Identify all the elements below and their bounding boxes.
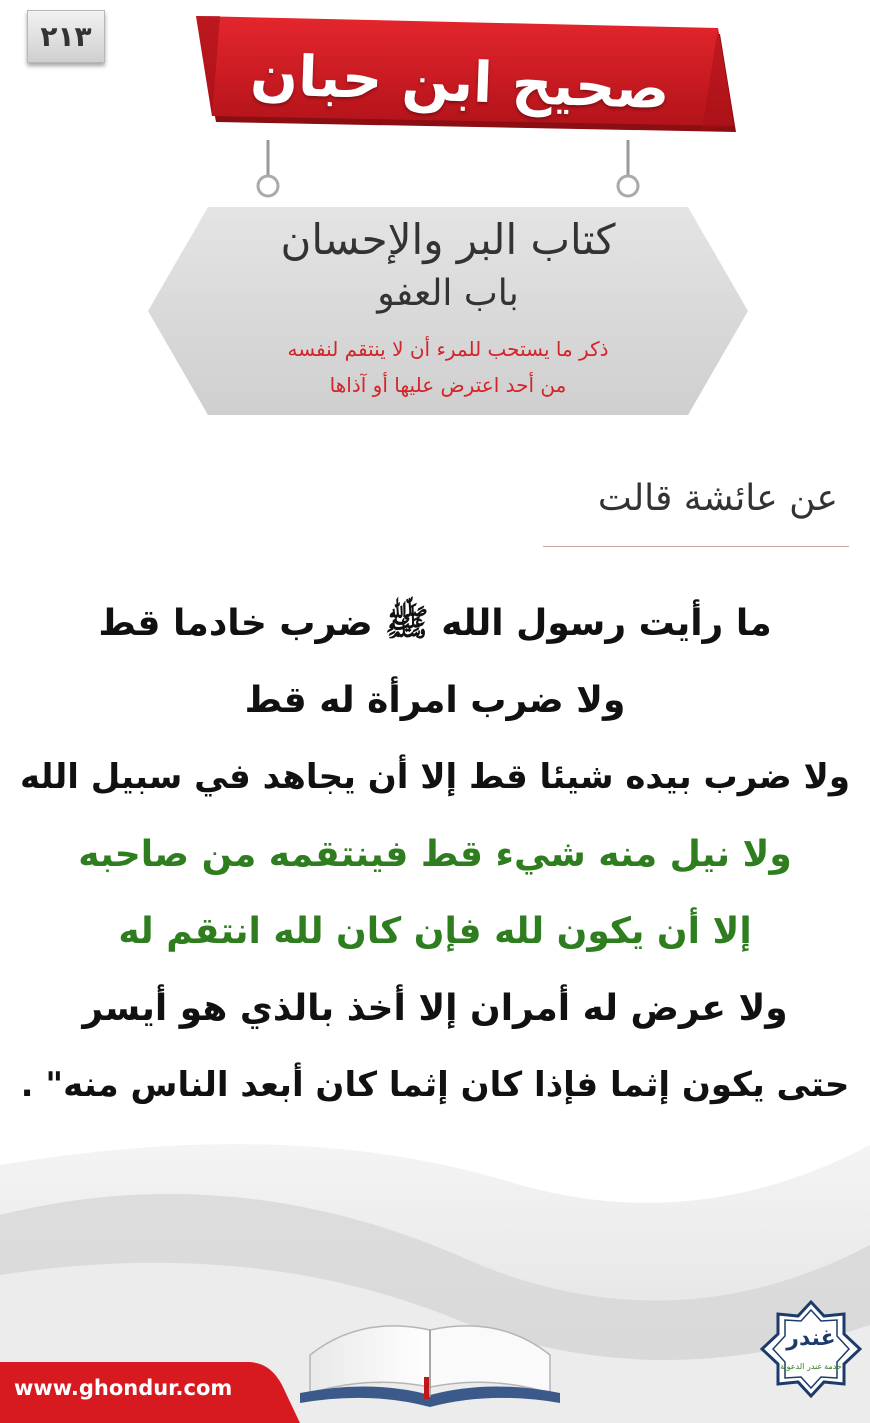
- hadith-line: ولا نيل منه شيء قط فينتقمه من صاحبه: [78, 834, 792, 875]
- chapter-title: باب العفو: [377, 273, 519, 314]
- narrator: عن عائشة قالت: [597, 478, 838, 519]
- website-link[interactable]: www.ghondur.com: [14, 1376, 233, 1400]
- hadith-line: ولا ضرب امرأة له قط: [244, 680, 626, 721]
- logo-name: غندر: [786, 1326, 836, 1351]
- logo-tagline: خدمة غندر الدعوية: [780, 1362, 842, 1371]
- narrator-divider: [543, 546, 849, 547]
- hadith-number: ٢١٣: [40, 20, 92, 53]
- hadith-line: ولا عرض له أمران إلا أخذ بالذي هو أيسر: [82, 988, 788, 1029]
- hadith-line: ما رأيت رسول الله ﷺ ضرب خادما قط: [98, 603, 772, 644]
- book-title: كتاب البر والإحسان: [280, 215, 616, 264]
- hadith-number-badge: [27, 10, 105, 63]
- chapter-subtitle-line-2: من أحد اعترض عليها أو آذاها: [329, 373, 567, 397]
- ghondur-logo: [760, 1300, 862, 1398]
- hadith-text: [10, 585, 860, 1124]
- chapter-plate: [148, 205, 748, 417]
- chapter-subtitle-line-1: ذكر ما يستحب للمرء أن لا ينتقم لنفسه: [287, 337, 609, 361]
- open-book-icon: [300, 1326, 560, 1407]
- hadith-line: ولا ضرب بيده شيئا قط إلا أن يجاهد في سبيل الله: [20, 757, 850, 797]
- hanging-chains: [240, 140, 660, 210]
- hadith-line: حتى يكون إثما فإذا كان إثما كان أبعد الناس منه" .: [20, 1065, 850, 1105]
- banner-title: صحيح ابن حبان: [249, 42, 671, 122]
- title-banner: [190, 12, 740, 147]
- hadith-line: إلا أن يكون لله فإن كان لله انتقم له: [118, 911, 752, 952]
